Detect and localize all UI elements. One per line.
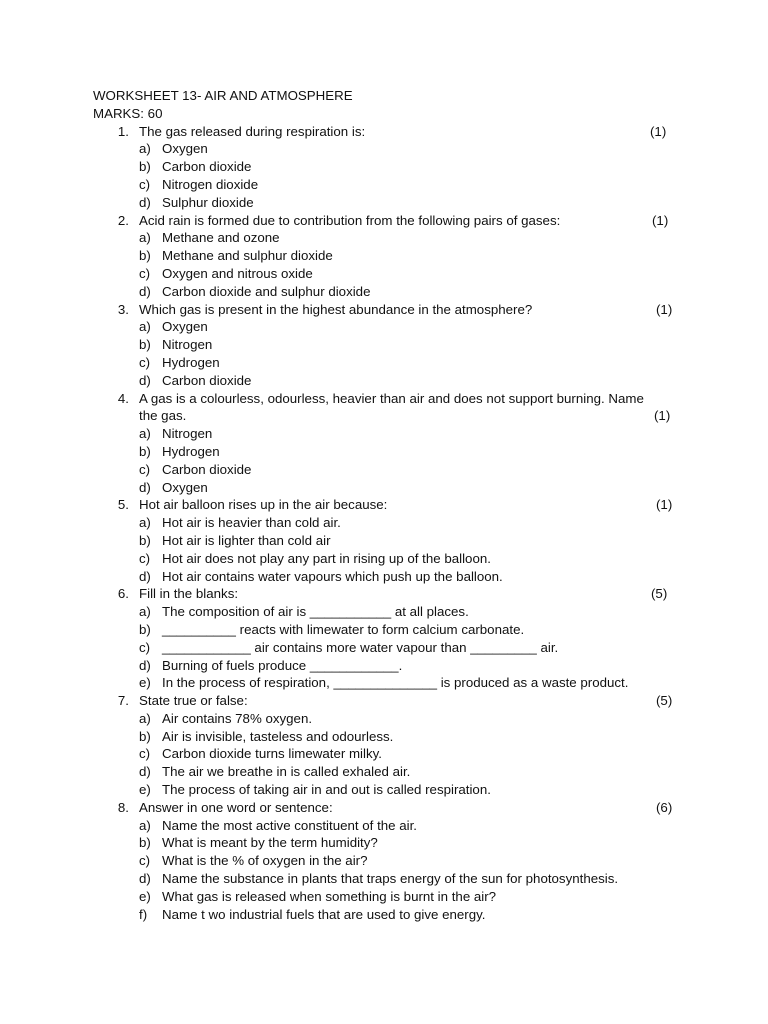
answer-option bbox=[0, 514, 768, 532]
answer-option bbox=[0, 568, 768, 586]
option-text: Hot air does not play any part in rising up of the balloon. bbox=[162, 550, 491, 566]
answer-option bbox=[0, 461, 768, 479]
question-line bbox=[0, 799, 768, 817]
option-label: e) bbox=[139, 888, 151, 904]
option-text: In the process of respiration, ______________ is produced as a waste product. bbox=[162, 675, 629, 691]
option-text: Nitrogen bbox=[162, 426, 213, 442]
option-text: What is meant by the term humidity? bbox=[162, 835, 378, 851]
question-line bbox=[0, 692, 768, 710]
question-list bbox=[0, 123, 768, 924]
option-text: Methane and sulphur dioxide bbox=[162, 248, 333, 264]
option-label: d) bbox=[139, 657, 151, 673]
answer-option bbox=[0, 745, 768, 763]
question-text: the gas. bbox=[139, 408, 187, 424]
total-marks: MARKS: 60 bbox=[93, 105, 163, 121]
question-number: 1. bbox=[117, 123, 129, 139]
option-text: Carbon dioxide bbox=[162, 372, 252, 388]
option-label: f) bbox=[139, 906, 148, 922]
answer-option bbox=[0, 318, 768, 336]
question-line bbox=[0, 390, 768, 408]
option-label: c) bbox=[139, 265, 151, 281]
answer-option bbox=[0, 443, 768, 461]
option-label: c) bbox=[139, 639, 151, 655]
question-text: Acid rain is formed due to contribution from the following pairs of gases: bbox=[139, 212, 561, 228]
option-label: a) bbox=[139, 230, 151, 246]
question-number: 5. bbox=[117, 497, 129, 513]
question-marks: (1) bbox=[656, 301, 673, 317]
option-label: b) bbox=[139, 835, 151, 851]
question-line bbox=[0, 585, 768, 603]
option-label: b) bbox=[139, 159, 151, 175]
question-number: 7. bbox=[117, 693, 129, 709]
option-text: Air is invisible, tasteless and odourless. bbox=[162, 728, 394, 744]
answer-option bbox=[0, 176, 768, 194]
option-label: e) bbox=[139, 782, 151, 798]
answer-option bbox=[0, 550, 768, 568]
question-6 bbox=[0, 585, 768, 692]
question-line bbox=[0, 123, 768, 141]
option-text: Name the most active constituent of the air. bbox=[162, 817, 417, 833]
option-text: What is the % of oxygen in the air? bbox=[162, 853, 368, 869]
answer-option bbox=[0, 336, 768, 354]
option-label: d) bbox=[139, 479, 151, 495]
option-text: Hot air contains water vapours which push up the balloon. bbox=[162, 568, 503, 584]
answer-option bbox=[0, 354, 768, 372]
question-2 bbox=[0, 212, 768, 301]
option-label: e) bbox=[139, 675, 151, 691]
option-label: a) bbox=[139, 604, 151, 620]
question-text: Answer in one word or sentence: bbox=[139, 799, 333, 815]
option-text: Carbon dioxide turns limewater milky. bbox=[162, 746, 382, 762]
option-label: c) bbox=[139, 176, 151, 192]
option-text: Carbon dioxide and sulphur dioxide bbox=[162, 283, 371, 299]
option-label: a) bbox=[139, 817, 151, 833]
question-line bbox=[0, 407, 768, 425]
answer-option bbox=[0, 621, 768, 639]
question-marks: (1) bbox=[652, 212, 669, 228]
question-number: 8. bbox=[117, 799, 129, 815]
option-text: Oxygen and nitrous oxide bbox=[162, 265, 313, 281]
answer-option bbox=[0, 425, 768, 443]
option-label: b) bbox=[139, 532, 151, 548]
answer-option bbox=[0, 158, 768, 176]
answer-option bbox=[0, 834, 768, 852]
answer-option bbox=[0, 283, 768, 301]
option-text: The composition of air is ___________ at all places. bbox=[162, 604, 469, 620]
question-4 bbox=[0, 390, 768, 497]
answer-option bbox=[0, 781, 768, 799]
question-text: Hot air balloon rises up in the air because: bbox=[139, 497, 388, 513]
answer-option bbox=[0, 140, 768, 158]
answer-option bbox=[0, 639, 768, 657]
question-line bbox=[0, 301, 768, 319]
question-marks: (6) bbox=[656, 799, 673, 815]
option-text: Hot air is lighter than cold air bbox=[162, 532, 331, 548]
option-label: a) bbox=[139, 141, 151, 157]
option-label: b) bbox=[139, 728, 151, 744]
question-number: 2. bbox=[117, 212, 129, 228]
option-label: c) bbox=[139, 746, 151, 762]
answer-option bbox=[0, 763, 768, 781]
answer-option bbox=[0, 194, 768, 212]
option-text: Hot air is heavier than cold air. bbox=[162, 515, 341, 531]
option-text: Oxygen bbox=[162, 319, 208, 335]
answer-option bbox=[0, 852, 768, 870]
answer-option bbox=[0, 603, 768, 621]
answer-option bbox=[0, 906, 768, 924]
option-text: Methane and ozone bbox=[162, 230, 280, 246]
option-text: Carbon dioxide bbox=[162, 461, 252, 477]
option-label: d) bbox=[139, 283, 151, 299]
answer-option bbox=[0, 888, 768, 906]
option-label: d) bbox=[139, 764, 151, 780]
answer-option bbox=[0, 657, 768, 675]
question-5 bbox=[0, 496, 768, 585]
question-line bbox=[0, 212, 768, 230]
option-label: c) bbox=[139, 461, 151, 477]
answer-option bbox=[0, 229, 768, 247]
question-line bbox=[0, 496, 768, 514]
question-number: 4. bbox=[117, 390, 129, 406]
question-text: The gas released during respiration is: bbox=[139, 123, 366, 139]
answer-option bbox=[0, 372, 768, 390]
option-label: c) bbox=[139, 550, 151, 566]
option-text: Oxygen bbox=[162, 141, 208, 157]
answer-option bbox=[0, 247, 768, 265]
answer-option bbox=[0, 265, 768, 283]
question-8 bbox=[0, 799, 768, 924]
option-text: __________ reacts with limewater to form calcium carbonate. bbox=[162, 621, 525, 637]
option-label: d) bbox=[139, 568, 151, 584]
option-text: Hydrogen bbox=[162, 443, 220, 459]
worksheet-header bbox=[93, 87, 693, 123]
question-text: State true or false: bbox=[139, 693, 248, 709]
option-text: The air we breathe in is called exhaled air. bbox=[162, 764, 411, 780]
option-text: Name the substance in plants that traps energy of the sun for photosynthesis. bbox=[162, 871, 619, 887]
option-text: Nitrogen dioxide bbox=[162, 176, 259, 192]
question-text: Fill in the blanks: bbox=[139, 586, 239, 602]
question-marks: (5) bbox=[651, 586, 668, 602]
answer-option bbox=[0, 532, 768, 550]
question-number: 6. bbox=[117, 586, 129, 602]
option-text: Oxygen bbox=[162, 479, 208, 495]
answer-option bbox=[0, 870, 768, 888]
option-text: Sulphur dioxide bbox=[162, 194, 254, 210]
option-label: d) bbox=[139, 372, 151, 388]
option-label: c) bbox=[139, 853, 151, 869]
question-marks: (1) bbox=[654, 408, 671, 424]
option-label: a) bbox=[139, 426, 151, 442]
answer-option bbox=[0, 817, 768, 835]
option-label: a) bbox=[139, 319, 151, 335]
option-text: Name t wo industrial fuels that are used to give energy. bbox=[162, 906, 486, 922]
question-marks: (1) bbox=[650, 123, 667, 139]
option-label: a) bbox=[139, 515, 151, 531]
option-label: d) bbox=[139, 871, 151, 887]
option-text: Nitrogen bbox=[162, 337, 213, 353]
option-label: b) bbox=[139, 248, 151, 264]
option-label: b) bbox=[139, 621, 151, 637]
option-label: b) bbox=[139, 337, 151, 353]
option-label: d) bbox=[139, 194, 151, 210]
option-text: Hydrogen bbox=[162, 354, 220, 370]
option-text: Burning of fuels produce ____________. bbox=[162, 657, 403, 673]
option-label: b) bbox=[139, 443, 151, 459]
question-text: Which gas is present in the highest abundance in the atmosphere? bbox=[139, 301, 533, 317]
option-label: c) bbox=[139, 354, 151, 370]
answer-option bbox=[0, 674, 768, 692]
question-marks: (5) bbox=[656, 693, 673, 709]
answer-option bbox=[0, 710, 768, 728]
option-label: a) bbox=[139, 710, 151, 726]
option-text: Air contains 78% oxygen. bbox=[162, 710, 313, 726]
question-marks: (1) bbox=[656, 497, 673, 513]
answer-option bbox=[0, 479, 768, 497]
question-1 bbox=[0, 123, 768, 212]
worksheet-title: WORKSHEET 13- AIR AND ATMOSPHERE bbox=[93, 88, 353, 103]
option-text: Carbon dioxide bbox=[162, 159, 252, 175]
option-text: What gas is released when something is burnt in the air? bbox=[162, 888, 497, 904]
question-number: 3. bbox=[117, 301, 129, 317]
option-text: ____________ air contains more water vapour than _________ air. bbox=[162, 639, 559, 655]
option-text: The process of taking air in and out is called respiration. bbox=[162, 782, 491, 798]
question-3 bbox=[0, 301, 768, 390]
question-text: A gas is a colourless, odourless, heavier than air and does not support burning. Name bbox=[139, 390, 644, 406]
answer-option bbox=[0, 728, 768, 746]
question-7 bbox=[0, 692, 768, 799]
